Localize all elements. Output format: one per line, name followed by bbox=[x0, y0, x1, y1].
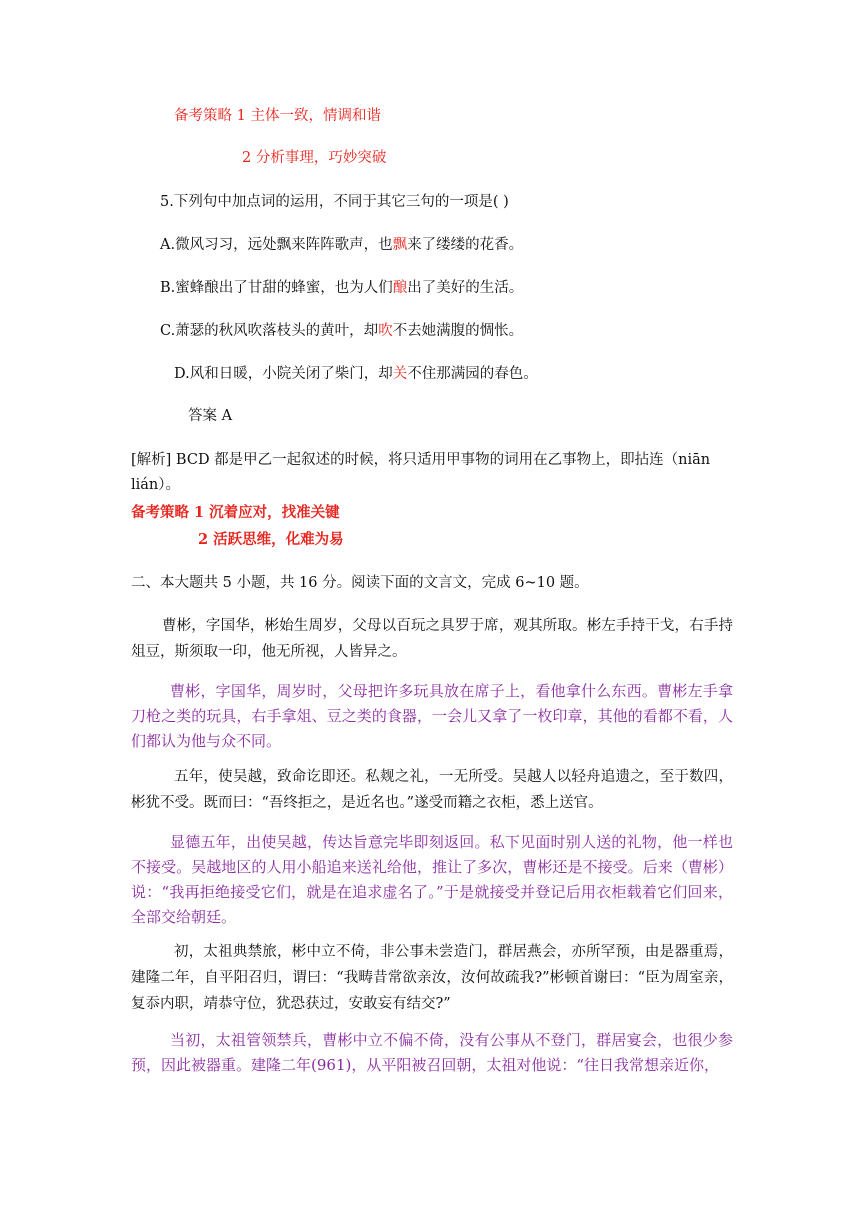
option-c-pre: C.萧瑟的秋风吹落枝头的黄叶，却 bbox=[160, 323, 379, 339]
answer: 答案 A bbox=[188, 408, 233, 424]
translation-paragraph-1: 曹彬，字国华，周岁时，父母把许多玩具放在席子上，看他拿什么东西。曹彬左手拿刀枪之类的玩具，右手拿俎、豆之类的食器，一会儿又拿了一枚印章，其他的看都不看，人们都认为他与众不同。 bbox=[131, 682, 733, 750]
option-c bbox=[160, 321, 523, 341]
option-d bbox=[174, 364, 538, 384]
question-5-stem: 5.下列句中加点词的运用，不同于其它三句的一项是( ) bbox=[160, 194, 509, 210]
option-d-post: 不住那满园的春色。 bbox=[407, 366, 538, 382]
strategy-1-line-1: 备考策略 1 主体一致，情调和谐 bbox=[174, 108, 381, 124]
strategy-1-line-2: 2 分析事理，巧妙突破 bbox=[242, 150, 387, 166]
option-b-post: 出了美好的生活。 bbox=[407, 280, 524, 296]
option-a-post: 来了缕缕的花香。 bbox=[407, 237, 524, 253]
analysis-line-1: [解析] BCD 都是甲乙一起叙述的时候，将只适用甲事物的词用在乙事物上，即拈连（niān bbox=[131, 452, 711, 468]
analysis-line-2: lián）。 bbox=[131, 477, 181, 493]
option-a-pre: A.微风习习，远处飘来阵阵歌声，也 bbox=[160, 237, 393, 253]
passage-paragraph-1: 曹彬，字国华，彬始生周岁，父母以百玩之具罗于席，观其所取。彬左手持干戈，右手持俎豆，斯须取一印，他无所视，人皆异之。 bbox=[131, 618, 733, 660]
translation-paragraph-2: 显德五年，出使吴越，传达旨意完毕即刻返回。私下见面时别人送的礼物，他一样也不接受。吴越地区的人用小船追来送礼给他，推让了多次，曹彬还是不接受。后来（曹彬）说：“我再拒绝接受它们，就是在追求虚名了。”于是就接受并登记后用衣柜载着它们回来，全部交给朝廷。 bbox=[131, 833, 733, 926]
option-b bbox=[160, 278, 523, 298]
option-b-pre: B.蜜蜂酿出了甘甜的蜂蜜，也为人们 bbox=[160, 280, 393, 296]
strategy-2-line-2: 2 活跃思维，化难为易 bbox=[198, 531, 344, 548]
strategy-2-line-1: 备考策略 1 沉着应对，找准关键 bbox=[131, 504, 340, 521]
option-a-key: 飘 bbox=[392, 237, 408, 253]
option-c-post: 不去她满腹的惆怅。 bbox=[392, 323, 524, 339]
section-2-heading: 二、本大题共 5 小题，共 16 分。阅读下面的文言文，完成 6~10 题。 bbox=[131, 575, 589, 591]
option-c-key: 吹 bbox=[378, 323, 393, 339]
option-b-key: 酿 bbox=[392, 280, 408, 296]
option-a bbox=[160, 235, 523, 255]
option-d-key: 关 bbox=[392, 366, 408, 382]
passage-paragraph-2: 五年，使吴越，致命讫即还。私觌之礼，一无所受。吴越人以轻舟追遗之，至于数四，彬犹不受。既而曰：“吾终拒之，是近名也。”遂受而籍之衣柜，悉上送官。 bbox=[131, 769, 733, 811]
option-d-pre: D.风和日暖，小院关闭了柴门，却 bbox=[174, 366, 393, 382]
translation-paragraph-3: 当初，太祖管领禁兵，曹彬中立不偏不倚，没有公事从不登门，群居宴会，也很少参预，因此被器重。建隆二年(961)，从平阳被召回朝，太祖对他说：“往日我常想亲近你， bbox=[131, 1031, 733, 1074]
passage-paragraph-3: 初，太祖典禁旅，彬中立不倚，非公事未尝造门，群居燕会，亦所罕预，由是器重焉，建隆二年，自平阳召归，谓曰：“我畴昔常欲亲汝，汝何故疏我?”彬顿首谢曰：“臣为周室亲，复忝内职，靖恭守位，犹恐获过，安敢妄有结交?” bbox=[131, 944, 733, 1012]
